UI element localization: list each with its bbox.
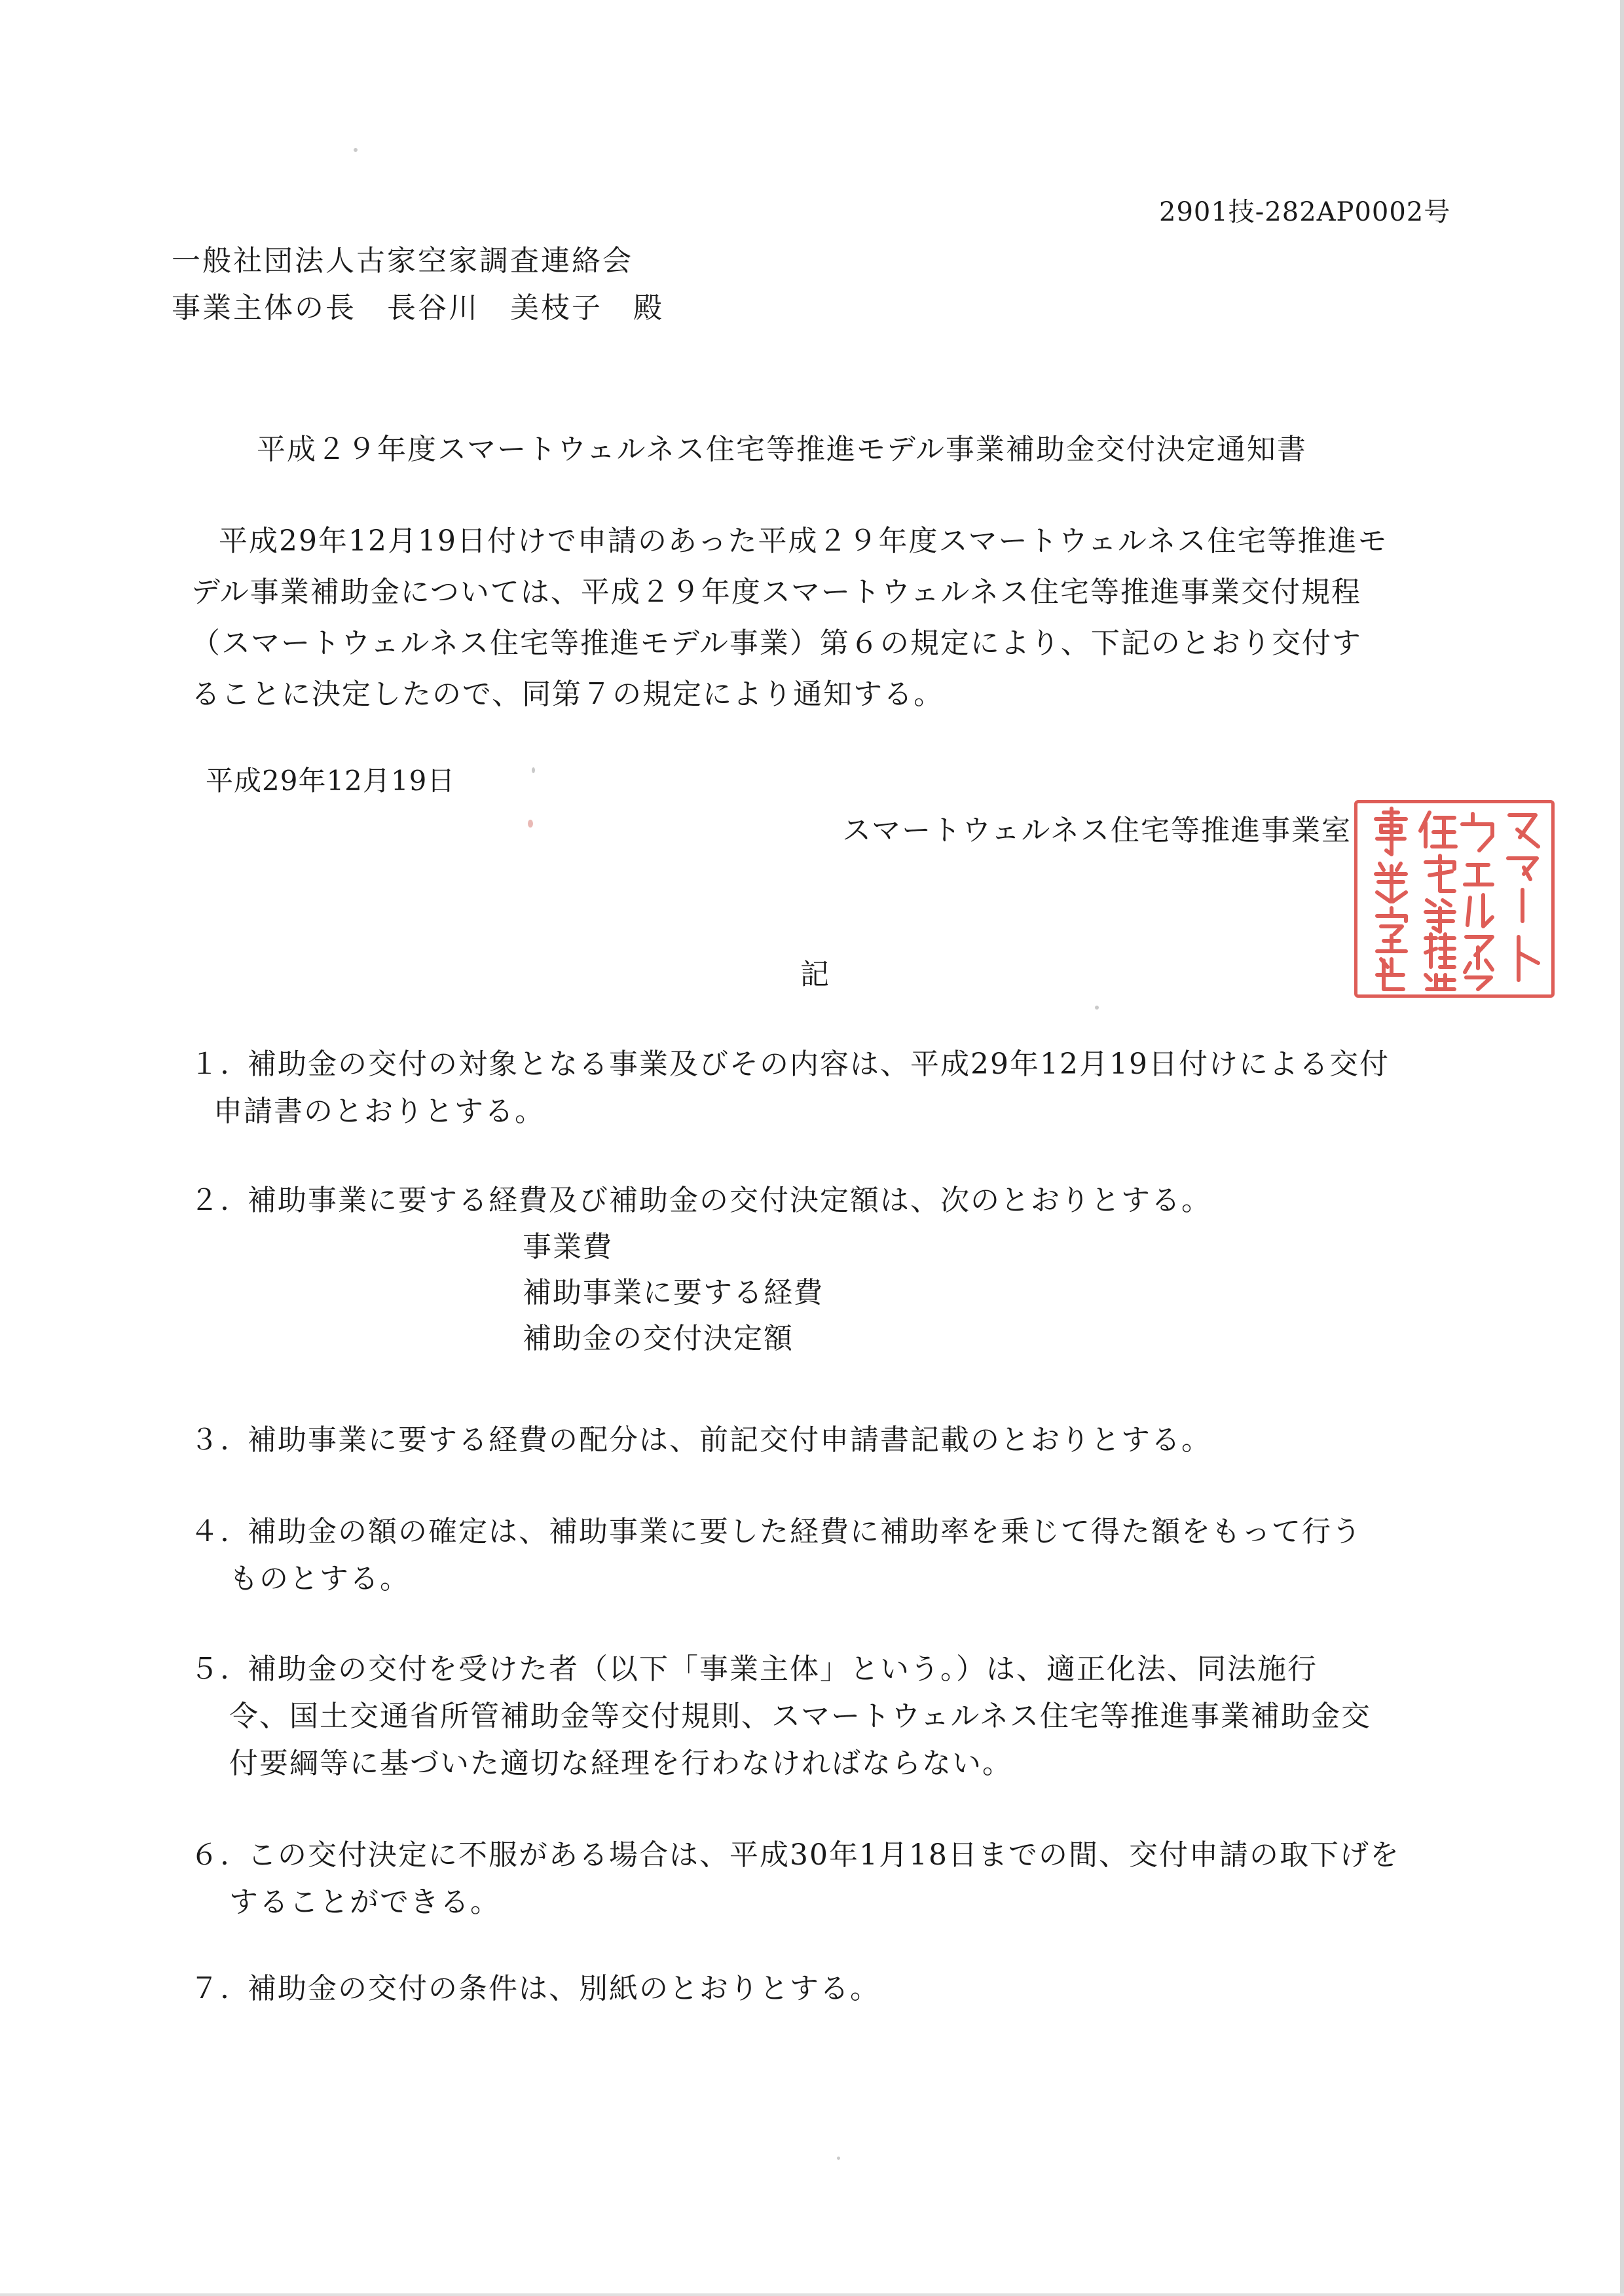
item-text: 令、国土交通省所管補助金等交付規則、スマートウェルネス住宅等推進事業補助金交 bbox=[229, 1700, 1372, 1733]
list-item bbox=[190, 1646, 1473, 1787]
scan-speck bbox=[354, 148, 358, 152]
issuer-name: スマートウェルネス住宅等推進事業室 bbox=[842, 814, 1352, 847]
item-number: ７. bbox=[190, 1972, 231, 2005]
item-text: 補助金の交付の条件は、別紙のとおりとする。 bbox=[248, 1972, 880, 2005]
body-line: ることに決定したので、同第７の規定により通知する。 bbox=[191, 678, 944, 711]
item-text: この交付決定に不服がある場合は、平成30年1月18日までの間、交付申請の取下げを bbox=[248, 1838, 1400, 1872]
document-title: 平成２９年度スマートウェルネス住宅等推進モデル事業補助金交付決定通知書 bbox=[257, 433, 1307, 466]
expense-label: 補助事業に要する経費 bbox=[523, 1276, 824, 1309]
expense-label: 事業費 bbox=[523, 1230, 613, 1264]
addressee-organization: 一般社団法人古家空家調査連絡会 bbox=[172, 244, 633, 278]
scan-speck bbox=[532, 767, 535, 773]
scan-speck bbox=[528, 820, 533, 828]
item-text: 補助事業に要する経費の配分は、前記交付申請書記載のとおりとする。 bbox=[248, 1423, 1211, 1457]
expense-label: 補助金の交付決定額 bbox=[523, 1322, 794, 1355]
body-line: デル事業補助金については、平成２９年度スマートウェルネス住宅等推進事業交付規程 bbox=[191, 575, 1361, 609]
addressee-name: 事業主体の長 長谷川 美枝子 殿 bbox=[172, 291, 664, 325]
list-item bbox=[190, 1177, 1473, 1224]
item-text: することができる。 bbox=[229, 1886, 500, 1919]
body-paragraph bbox=[191, 516, 1449, 720]
list-item bbox=[190, 1041, 1473, 1135]
document-number: 2901技-282AP0002号 bbox=[1159, 197, 1451, 227]
list-item bbox=[190, 1508, 1473, 1603]
scan-speck bbox=[837, 2157, 840, 2160]
item-text: 補助金の交付の対象となる事業及びその内容は、平成29年12月19日付けによる交付 bbox=[248, 1048, 1390, 1081]
item-text: 補助金の交付を受けた者（以下「事業主体」という。）は、適正化法、同法施行 bbox=[248, 1652, 1318, 1686]
scan-edge-bottom bbox=[0, 2293, 1624, 2296]
scan-edge bbox=[1620, 0, 1624, 2296]
item-text: ものとする。 bbox=[229, 1562, 410, 1595]
body-line: （スマートウェルネス住宅等推進モデル事業）第６の規定により、下記のとおり交付す bbox=[191, 627, 1362, 660]
item-text: 補助金の額の確定は、補助事業に要した経費に補助率を乗じて得た額をもって行う bbox=[248, 1515, 1362, 1548]
item-number: ３. bbox=[190, 1423, 231, 1457]
body-line: 平成29年12月19日付けで申請のあった平成２９年度スマートウェルネス住宅等推進モ bbox=[219, 524, 1388, 558]
ki-heading: 記 bbox=[800, 958, 830, 991]
item-number: １. bbox=[190, 1048, 231, 1081]
item-number: ４. bbox=[190, 1515, 231, 1548]
list-item bbox=[190, 1832, 1473, 1926]
item-text: 申請書のとおりとする。 bbox=[213, 1095, 545, 1128]
item-number: ２. bbox=[190, 1184, 231, 1217]
seal-graphic bbox=[1357, 803, 1551, 994]
list-item bbox=[190, 1417, 1473, 1464]
item-text: 補助事業に要する経費及び補助金の交付決定額は、次のとおりとする。 bbox=[248, 1184, 1211, 1217]
scan-speck bbox=[1095, 1006, 1099, 1010]
expense-labels bbox=[523, 1224, 824, 1362]
item-text: 付要綱等に基づいた適切な経理を行わなければならない。 bbox=[229, 1747, 1012, 1780]
item-number: ５. bbox=[190, 1652, 231, 1686]
official-seal-stamp bbox=[1354, 800, 1555, 998]
item-number: ６. bbox=[190, 1838, 231, 1872]
issue-date: 平成29年12月19日 bbox=[206, 765, 456, 797]
list-item bbox=[190, 1965, 1473, 2013]
